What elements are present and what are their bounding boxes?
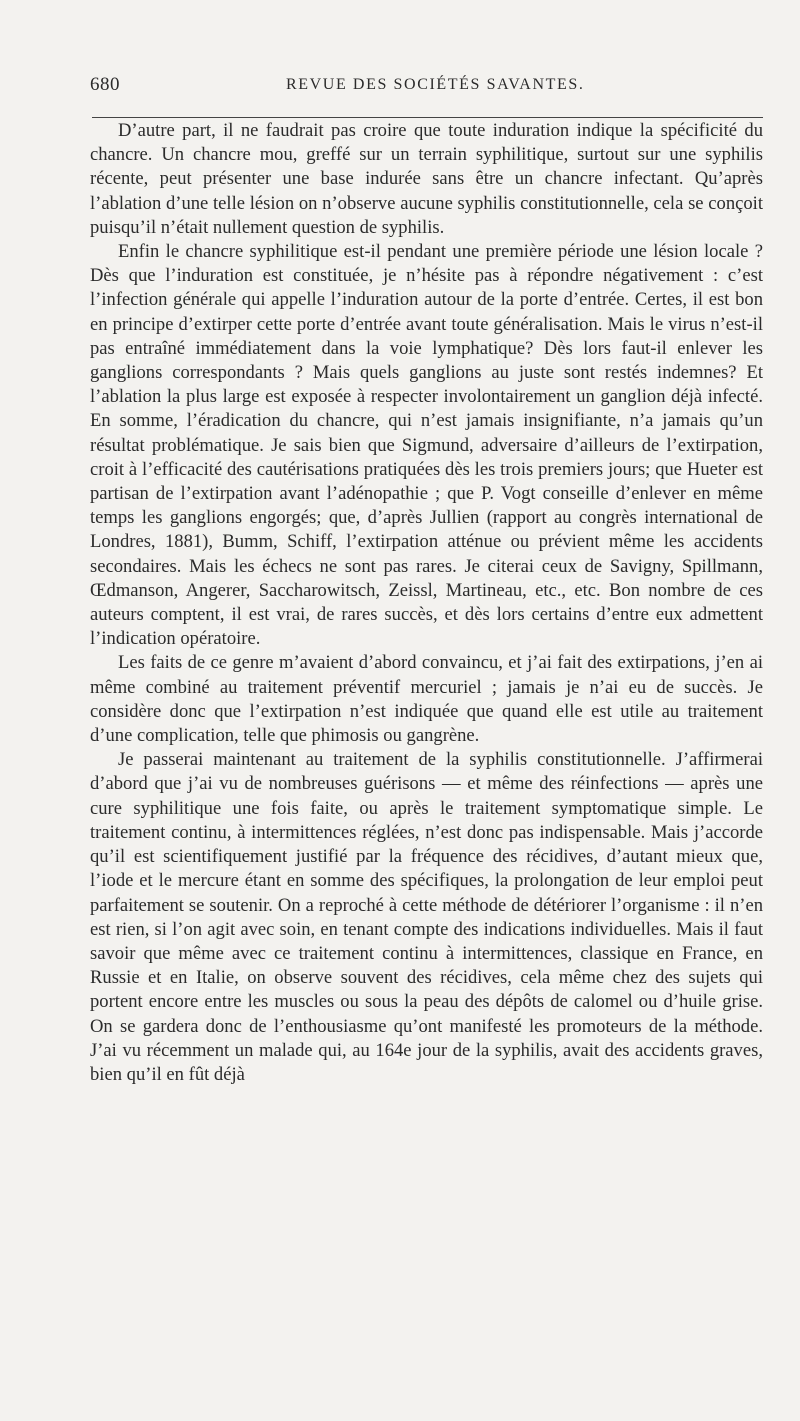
header-rule <box>92 117 763 118</box>
paragraph: Les faits de ce genre m’avaient d’abord convaincu, et j’ai fait des extirpations, j’en ai même combiné au traitement préventif mercuriel ; jamais je n’ai eu de succès. Je considère donc que l’extirpation n’est indiquée que quand elle est utile au traitement d’une complication, telle que phimosis ou gangrène. <box>90 652 763 747</box>
body-text <box>90 119 763 1087</box>
paragraph: D’autre part, il ne faudrait pas croire que toute induration indique la spécificité du chancre. Un chancre mou, greffé sur un terrain syphilitique, surtout sur une syphilis récente, peut présenter une base indurée sans être un chancre infectant. Qu’après l’ablation d’une telle lésion on n’observe aucune syphilis constitutionnelle, cela se conçoit puisqu’il n’était nullement question de syphilis. <box>90 120 763 238</box>
page-header <box>90 74 765 104</box>
paragraph: Je passerai maintenant au traitement de la syphilis constitutionnelle. J’affirmerai d’abord que j’ai vu de nombreuses guérisons — et même des réinfections — après une cure syphilitique une fois faite, ou après le traitement symptomatique simple. Le traitement continu, à intermittences réglées, n’est donc pas indispensable. Mais j’accorde qu’il est scientifiquement justifié par la fréquence des récidives, d’autant mieux que, l’iode et le mercure étant en somme des spécifiques, la prolongation de leur emploi peut parfaitement se soutenir. On a reproché à cette méthode de détériorer l’organisme : il n’en est rien, si l’on agit avec soin, en tenant compte des indications individuelles. Mais il faut savoir que même avec ce traitement continu à intermittences, classique en France, en Russie et en Italie, on observe souvent des récidives, cela même chez des sujets qui portent encore entre les muscles ou sous la peau des dépôts de calomel ou d’huile grise. On se gardera donc de l’enthousiasme qu’ont manifesté les promoteurs de la méthode. J’ai vu récemment un malade qui, au 164e jour de la syphilis, avait des accidents graves, bien qu’il en fût déjà <box>90 749 763 1085</box>
paragraph: Enfin le chancre syphilitique est-il pendant une première période une lésion locale ? Dès que l’induration est constituée, je n’hésite pas à répondre négativement : c’est l’infection générale qui appelle l’induration autour de la porte d’entrée. Certes, il est bon en principe d’extirper cette porte d’entrée avant toute généralisation. Mais le virus n’est-il pas entraîné immédiatement dans la voie lymphatique? Dès lors faut-il enlever les ganglions correspondants ? Mais quels ganglions au juste sont restés indemnes? Et l’ablation la plus large est exposée à respecter involontairement un ganglion déjà infecté. En somme, l’éradication du chancre, qui n’est jamais insignifiante, n’a jamais qu’un résultat problématique. Je sais bien que Sigmund, adversaire d’ailleurs de l’extirpation, croit à l’efficacité des cautérisations pratiquées dès les trois premiers jours; que Hueter est partisan de l’extirpation avant l’adénopathie ; que P. Vogt conseille d’enlever en même temps les ganglions engorgés; que, d’après Jullien (rapport au congrès international de Londres, 1881), Bumm, Schiff, l’extirpation atténue ou prévient même les accidents secondaires. Mais les échecs ne sont pas rares. Je citerai ceux de Savigny, Spillmann, Œdmanson, Angerer, Saccharowitsch, Zeissl, Martineau, etc., etc. Bon nombre de ces auteurs comptent, il est vrai, de rares succès, et dès lors certains d’entre eux admettent l’indication opératoire. <box>90 241 763 650</box>
page-number: 680 <box>90 74 120 95</box>
running-title: REVUE DES SOCIÉTÉS SAVANTES. <box>286 76 585 93</box>
